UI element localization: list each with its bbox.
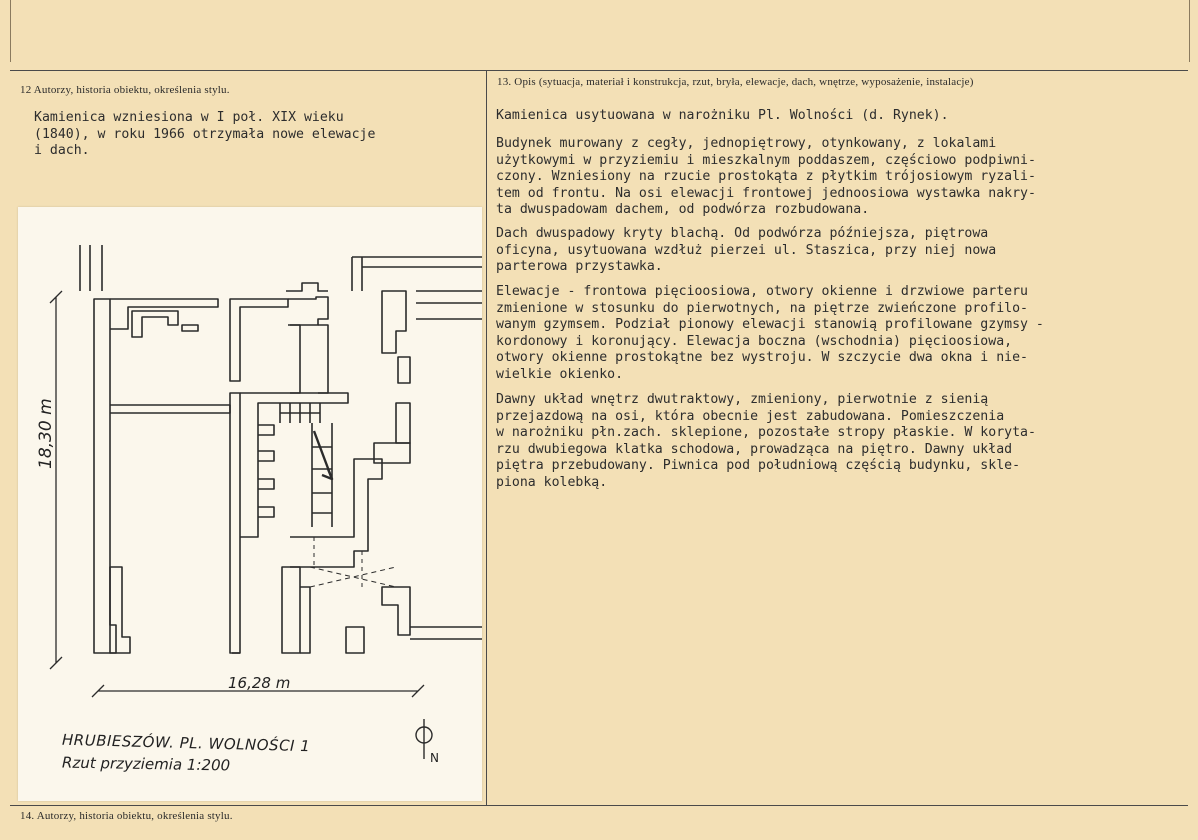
north-wall-east xyxy=(288,297,328,325)
description-paragraph-3: Dach dwuspadowy kryty blachą. Od podwórza późniejsza, piętrowa oficyna, usytuowana wzdłuż pierzei ul. Staszica, przy niej nowa parterowa przystawka. xyxy=(496,226,997,274)
east-wall-niche xyxy=(398,357,410,383)
south-east-wall xyxy=(382,587,410,635)
corridor-wall-south xyxy=(290,459,382,567)
north-room-partition xyxy=(132,311,178,337)
east-wall-mid xyxy=(396,403,410,443)
neighbour-lines-right xyxy=(416,291,482,319)
stair-arrow xyxy=(314,431,332,479)
bottom-right-neighbour xyxy=(410,627,482,639)
central-wall-upper xyxy=(230,299,288,381)
description-paragraph-5: Dawny układ wnętrz dwutraktowy, zmieniony, pierwotnie z sienią przejazdową na osi, która obecnie jest zabudowana. Pomieszczenia w narożniku płn.zach. sklepione, pozostałe stropy płaskie. W koryta- rzu dwubiegowa klatka schodowa, prowadząca na piętro. Dawny układ piętra przebudowany. Piwnica pod południową częścią budynku, skle- piona kolebką. xyxy=(496,392,1036,490)
footer-rule xyxy=(10,805,1188,806)
stair-steps xyxy=(280,403,320,423)
drawing-caption-scale: Rzut przyziemia 1:200 xyxy=(61,753,231,775)
column-divider xyxy=(486,70,487,805)
north-label: N xyxy=(430,751,439,765)
south-east-pillar xyxy=(346,627,364,653)
south-room-pillar xyxy=(300,587,310,653)
outer-wall-left xyxy=(94,299,116,653)
floor-plan-drawing xyxy=(18,207,482,801)
card-edge-top xyxy=(10,0,1190,62)
corridor-partitions xyxy=(258,425,274,517)
dimension-line-vertical xyxy=(50,291,62,669)
dimension-width-label: 16,28 m xyxy=(228,674,291,692)
section-13-header: 13. Opis (sytuacja, materiał i konstrukcja, rzut, bryła, elewacje, dach, wnętrze, wyposażenie, instalacje) xyxy=(497,76,974,88)
floor-plan-sheet xyxy=(18,207,482,801)
west-room-wall xyxy=(110,299,218,329)
tower-room xyxy=(286,283,328,291)
east-block-top xyxy=(382,291,406,353)
east-wall-lower xyxy=(374,443,410,463)
south-room-wall xyxy=(282,567,300,653)
corridor-wall-right-2 xyxy=(318,325,328,393)
neighbour-wall-right xyxy=(352,257,482,291)
drawing-caption-location: HRUBIESZÓW. PL. WOLNOŚCI 1 xyxy=(61,730,311,756)
description-paragraph-4: Elewacje - frontowa pięcioosiowa, otwory okienne i drzwiowe parteru zmienione w stosunku do pierwotnych, na piętrze zwieńczone profilo- wanym gzymsem. Podział pionowy elewacji stanowią profilowane gzymsy - kordonowy i koronujący. Elewacja boczna (wschodnia) pięcioosiowa, otwory okienne prostokątne bez wystroju. W szczycie dwa okna i nie- wielkie okienko. xyxy=(496,284,1044,382)
neighbour-wall-left xyxy=(80,245,102,291)
description-paragraph-2: Budynek murowany z cegły, jednopiętrowy, otynkowany, z lokalami użytkowymi w przyziemiu i mieszkalnym poddaszem, częściowo podpiwni- czony. Wzniesiony na rzucie prostokąta z płytkim trójosiowym ryzali- tem od frontu. Na osi elewacji frontowej jednoosiowa wystawka nakry- ta dwuspadowam dachem, od podwórza rozbudowana. xyxy=(496,136,1036,217)
dimension-height-label: 18,30 m xyxy=(36,398,56,469)
south-west-pier xyxy=(110,567,130,653)
description-paragraph-1: Kamienica usytuowana w narożniku Pl. Wolności (d. Rynek). xyxy=(496,108,949,123)
vault-cross xyxy=(310,567,396,587)
header-rule-left xyxy=(10,70,486,71)
header-rule-right xyxy=(486,70,1188,71)
west-bay-wall xyxy=(110,405,230,413)
section-12-text: Kamienica wzniesiona w I poł. XIX wieku (1840), w roku 1966 otrzymała nowe elewacje i dach. xyxy=(34,110,376,158)
corridor-wall-right xyxy=(290,325,300,393)
north-room-niche xyxy=(182,325,198,331)
central-wall-lower xyxy=(230,393,240,653)
section-12-header: 12 Autorzy, historia obiektu, określenia stylu. xyxy=(20,84,230,96)
section-14-header: 14. Autorzy, historia obiektu, określenia stylu. xyxy=(20,810,233,822)
